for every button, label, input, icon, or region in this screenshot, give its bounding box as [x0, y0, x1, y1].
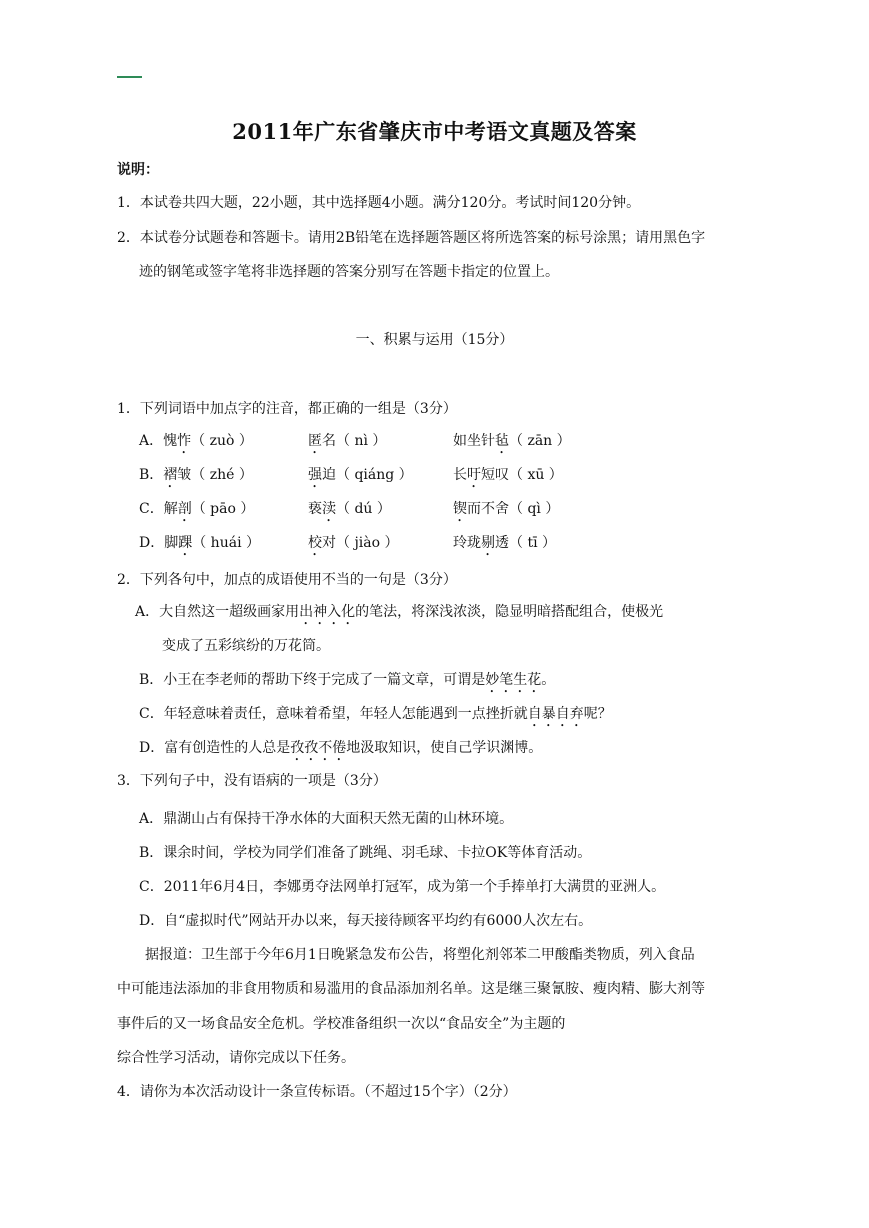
passage-line-1: 据报道：卫生部于今年6月1日晚紧急发布公告，将塑化剂邻苯二甲酸酯类物质，列入食品: [145, 947, 695, 963]
q3-option-d: D．自“虚拟时代”网站开办以来，每天接待顾客平均约有6000人次左右。: [139, 913, 593, 929]
q1-option-b-col2: 强迫（ qiáng ）: [308, 467, 413, 483]
q1-option-a-col2: 匿名（ nì ）: [308, 433, 387, 449]
q1-option-d-col2: 校对（ jiào ）: [308, 535, 399, 551]
section-title: 一、积累与运用（15分）: [355, 332, 514, 348]
q2-option-a-continued: 变成了五彩缤纷的万花筒。: [162, 638, 330, 654]
q2-option-d: D．富有创造性的人总是孜孜不倦地汲取知识，使自己学识渊博。: [139, 740, 543, 756]
q1-option-d-col1: D．脚踝（ huái ）: [139, 535, 260, 551]
header-green-mark: [117, 76, 142, 78]
q1-option-c-col2: 亵渎（ dú ）: [308, 501, 391, 517]
note-line-2: 2．本试卷分试题卷和答题卡。请用2B铅笔在选择题答题区将所选答案的标号涂黑；请用黑色字: [117, 230, 706, 246]
q1-option-c-col3: 锲而不舍（ qì ）: [453, 501, 560, 517]
q3-stem: 3．下列句子中，没有语病的一项是（3分）: [117, 773, 387, 789]
q1-stem: 1．下列词语中加点字的注音，都正确的一组是（3分）: [117, 401, 457, 417]
q2-option-b: B．小王在李老师的帮助下终于完成了一篇文章，可谓是妙笔生花。: [139, 672, 556, 688]
q1-option-b-col1: B．褶皱（ zhé ）: [139, 467, 253, 483]
note-line-1: 1．本试卷共四大题，22小题，其中选择题4小题。满分120分。考试时间120分钟。: [117, 195, 641, 211]
q2-option-a: A．大自然这一超级画家用出神入化的笔法，将深浅浓淡，隐显明暗搭配组合，使极光: [135, 604, 664, 620]
q4-stem: 4．请你为本次活动设计一条宣传标语。（不超过15个字）（2分）: [117, 1084, 517, 1100]
q1-option-b-col3: 长吁短叹（ xū ）: [453, 467, 563, 483]
q1-option-d-col3: 玲珑剔透（ tī ）: [453, 535, 557, 551]
q1-option-a-col1: A．愧怍（ zuò ）: [139, 433, 253, 449]
passage-line-2: 中可能违法添加的非食用物质和易滥用的食品添加剂名单。这是继三聚氰胺、瘦肉精、膨大剂等: [117, 981, 705, 997]
note-line-3: 迹的钢笔或签字笔将非选择题的答案分别写在答题卡指定的位置上。: [139, 264, 559, 280]
passage-line-3: 事件后的又一场食品安全危机。学校准备组织一次以“食品安全”为主题的: [117, 1016, 566, 1032]
q2-option-c: C．年轻意味着责任，意味着希望，年轻人怎能遇到一点挫折就自暴自弃呢？: [139, 706, 612, 722]
q1-option-c-col1: C．解剖（ pāo ）: [139, 501, 255, 517]
q3-option-b: B．课余时间，学校为同学们准备了跳绳、羽毛球、卡拉OK等体育活动。: [139, 845, 592, 861]
notes-label: 说明：: [117, 162, 159, 178]
q3-option-a: A．鼎湖山占有保持干净水体的大面积天然无菌的山林环境。: [139, 811, 514, 827]
q2-stem: 2．下列各句中，加点的成语使用不当的一句是（3分）: [117, 572, 457, 588]
passage-line-4: 综合性学习活动，请你完成以下任务。: [117, 1050, 355, 1066]
page-title: 2011年广东省肇庆市中考语文真题及答案: [232, 119, 637, 144]
q3-option-c: C．2011年6月4日，李娜勇夺法网单打冠军，成为第一个手捧单打大满贯的亚洲人。: [139, 879, 666, 895]
q1-option-a-col3: 如坐针毡（ zān ）: [453, 433, 571, 449]
